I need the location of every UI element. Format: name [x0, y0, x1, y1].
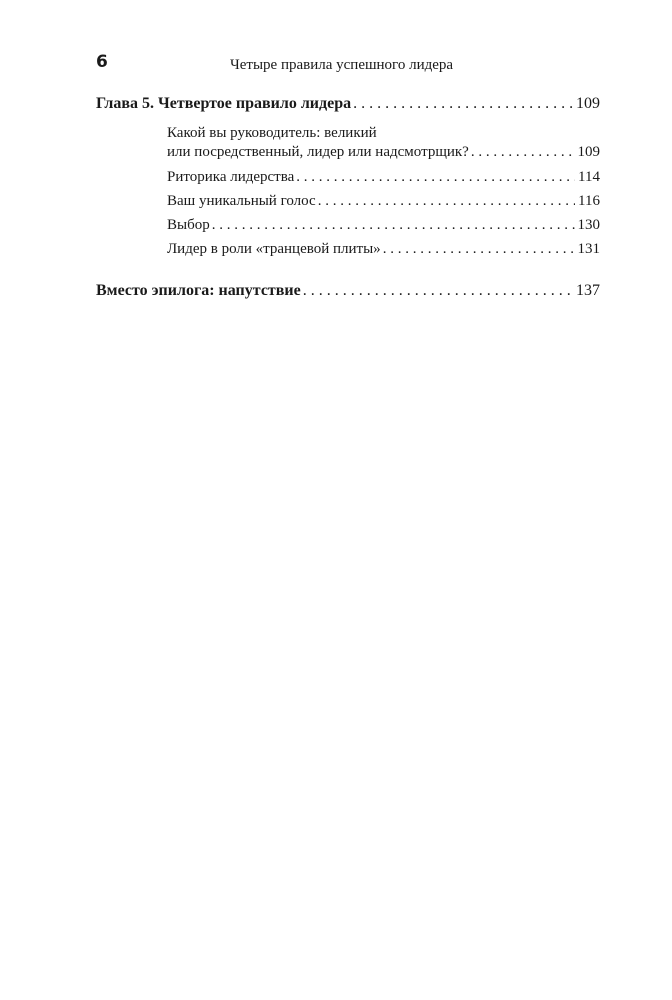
toc-section-unique-voice — [167, 192, 600, 211]
toc-section-transom — [167, 240, 600, 259]
running-title: Четыре правила успешного лидера — [230, 57, 454, 73]
toc-entry-page: 114 — [578, 169, 600, 185]
toc-entry-page: 116 — [578, 193, 600, 209]
toc-entry-title: Ваш уникальный голос — [167, 193, 316, 209]
toc-section-leader-type — [167, 124, 600, 162]
toc-entry-page: 137 — [576, 282, 600, 299]
toc-entry-title-line2: или посредственный, лидер или надсмотрщик? — [167, 144, 469, 160]
toc-chapter-5 — [96, 94, 600, 114]
dot-leader — [353, 94, 573, 114]
toc-entry-page: 130 — [577, 217, 600, 233]
toc-entry-page: 131 — [577, 241, 600, 257]
toc-entry-page: 109 — [576, 95, 600, 112]
dot-leader — [318, 192, 575, 211]
toc-section-choice — [167, 216, 600, 235]
dot-leader — [303, 281, 573, 301]
toc-entry-title: Риторика лидерства — [167, 169, 295, 185]
toc-entry-title: Глава 5. Четвертое правило лидера — [96, 95, 352, 112]
toc-entry-title: Лидер в роли «транцевой плиты» — [167, 241, 381, 257]
toc-section-rhetoric — [167, 168, 600, 187]
toc-epilogue — [96, 281, 600, 301]
table-of-contents — [96, 94, 600, 301]
toc-entry-title-line1: Какой вы руководитель: великий — [167, 125, 377, 141]
toc-entry-row — [167, 143, 600, 162]
dot-leader — [296, 168, 575, 187]
dot-leader — [471, 143, 575, 162]
dot-leader — [212, 216, 575, 235]
toc-entry-page: 109 — [577, 144, 600, 160]
toc-entry-title: Вместо эпилога: напутствие — [96, 282, 301, 299]
dot-leader — [383, 240, 575, 259]
toc-entry-title: Выбор — [167, 217, 210, 233]
page-number: 6 — [96, 52, 108, 72]
